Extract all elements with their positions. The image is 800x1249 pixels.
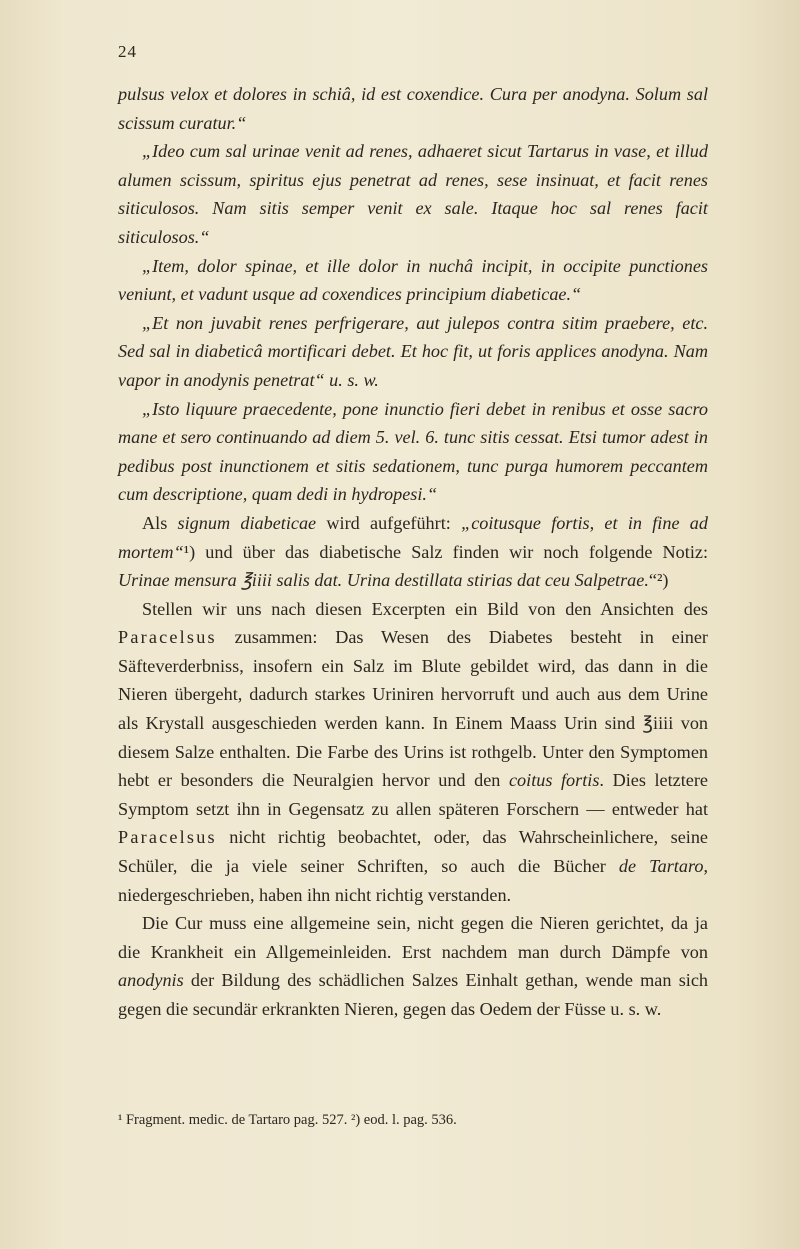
p7-part-4: . Dies letztere Symptom setzt ihn in Gegensatz zu allen späteren Forschern — entweder hat	[118, 770, 709, 819]
paragraph-8	[118, 909, 708, 1023]
paragraph-1: pulsus velox et dolores in schiâ, id est coxendice. Cura per anodyna. Solum sal scissum curatur.“	[118, 84, 708, 133]
p7-part-6: nicht richtig beobachtet, oder, das Wahrscheinlichere, seine Schüler, die ja viele seiner Schriften, so auch die Bücher	[118, 827, 708, 877]
paragraph-7	[118, 595, 708, 910]
p6-part-1: signum diabeticae	[177, 512, 317, 533]
paragraph-4: „Et non juvabit renes perfrigerare, aut julepos contra sitim praebere, etc. Sed sal in diabeticâ mortificari debet. Et hoc fit, ut foris applices anodyna. Nam vapor in anodynis penetrat“ u. s. w.	[118, 312, 708, 390]
p7-part-7: de Tartaro	[618, 856, 704, 877]
p8-part-0: Die Cur muss eine allgemeine sein, nicht gegen die Nieren gerichtet, da ja die Krankheit ein Allgemeinleiden. Erst nachdem man durch Dämpfe von	[118, 913, 708, 962]
footnote: ¹ Fragment. medic. de Tartaro pag. 527. ²) eod. l. pag. 536.	[118, 1112, 457, 1128]
paragraph-6	[118, 509, 708, 595]
p6-part-4: ¹) und über das diabetische Salz finden wir noch folgende Notiz:	[183, 541, 708, 562]
p6-part-5: Urinae mensura ℥iiii salis dat. Urina destillata stirias dat ceu Salpetrae.	[118, 570, 649, 591]
paragraph-3: „Item, dolor spinae, et ille dolor in nuchâ incipit, in occipite punctiones veniunt, et vadunt usque ad coxendices principium diabeticae.“	[118, 255, 708, 305]
p7-part-3: coitus fortis	[508, 770, 600, 791]
p7-part-5: Paracelsus	[118, 827, 217, 848]
p7-part-1: Paracelsus	[118, 627, 217, 648]
p6-part-6: “²)	[648, 570, 669, 591]
paragraph-2: „Ideo cum sal urinae venit ad renes, adhaeret sicut Tartarus in vase, et illud alumen scissum, spiritus ejus penetrat ad renes, sese insinuat, et facit renes siticulosos. Nam sitis semper venit ex sale. Itaque hoc sal renes facit siticulosos.“	[118, 141, 708, 247]
document-page	[118, 42, 708, 1222]
p8-part-1: anodynis	[118, 970, 184, 991]
p6-part-3: „coitusque fortis, et in fine ad mortem“	[118, 512, 708, 562]
p6-part-0: Als	[142, 512, 178, 533]
p8-part-2: der Bildung des schädlichen Salzes Einhalt gethan, wende man sich gegen die secundär erkrankten Nieren, gegen das Oedem der Füsse u. s. w.	[118, 970, 708, 1019]
paragraph-5: „Isto liquure praecedente, pone inunctio fieri debet in renibus et osse sacro mane et sero continuando ad diem 5. vel. 6. tunc sitis cessat. Etsi tumor adest in pedibus post inunctionem et sitis sedationem, tunc purga humorem peccantem cum descriptione, quam dedi in hydropesi.“	[118, 398, 708, 505]
p7-part-8: , niedergeschrieben, haben ihn nicht richtig verstanden.	[118, 856, 708, 905]
p7-part-0: Stellen wir uns nach diesen Excerpten ein Bild von den Ansichten des	[142, 598, 708, 619]
p6-part-2: wird aufgeführt:	[316, 512, 462, 533]
body-text	[118, 80, 708, 1024]
p7-part-2: zusammen: Das Wesen des Diabetes besteht in einer Säfteverderbniss, insofern ein Salz im Blute gebildet wird, das dann in die Nieren übergeht, dadurch starkes Uriniren hervorruft und auch aus dem Urine als Krystall ausgeschieden werden kann. In Einem Maass Urin sind ℥iiii von diesem Salze enthalten. Die Farbe des Urins ist rothgelb. Unter den Symptomen hebt er besonders die Neuralgien hervor und den	[118, 627, 708, 791]
page-number: 24	[118, 42, 137, 61]
